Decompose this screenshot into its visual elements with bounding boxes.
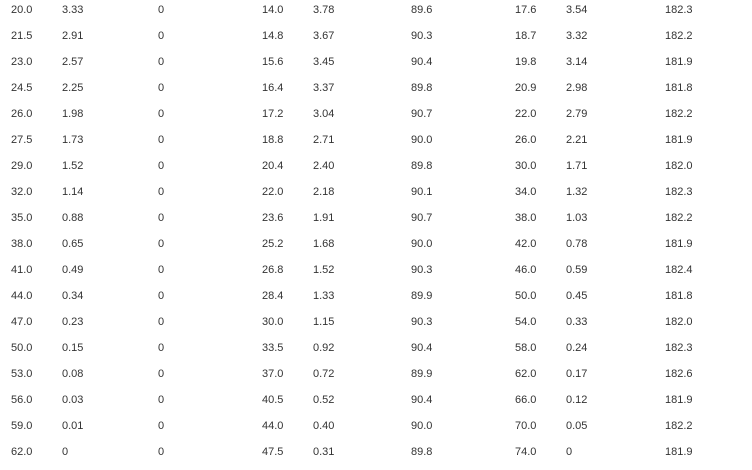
table-cell: 182.0	[665, 160, 693, 172]
table-cell: 0.31	[313, 446, 335, 458]
table-cell: 3.32	[566, 30, 588, 42]
table-cell: 181.8	[665, 290, 693, 302]
table-cell: 0.03	[62, 394, 84, 406]
table-cell: 1.71	[566, 160, 588, 172]
table-cell: 22.0	[515, 108, 537, 120]
table-cell: 23.0	[11, 56, 33, 68]
table-cell: 90.4	[411, 342, 433, 354]
table-cell: 1.68	[313, 238, 335, 250]
table-cell: 20.4	[262, 160, 284, 172]
table-cell: 40.5	[262, 394, 284, 406]
table-cell: 66.0	[515, 394, 537, 406]
table-cell: 1.73	[62, 134, 84, 146]
table-cell: 90.3	[411, 316, 433, 328]
table-cell: 182.2	[665, 212, 693, 224]
table-cell: 1.03	[566, 212, 588, 224]
table-cell: 0.23	[62, 316, 84, 328]
table-cell: 89.9	[411, 368, 433, 380]
table-cell: 26.8	[262, 264, 284, 276]
table-cell: 1.91	[313, 212, 335, 224]
table-cell: 182.4	[665, 264, 693, 276]
table-cell: 90.1	[411, 186, 433, 198]
table-cell: 0.45	[566, 290, 588, 302]
table-cell: 2.98	[566, 82, 588, 94]
table-row	[0, 418, 752, 444]
table-cell: 2.25	[62, 82, 84, 94]
table-cell: 182.2	[665, 108, 693, 120]
table-cell: 2.40	[313, 160, 335, 172]
table-cell: 33.5	[262, 342, 284, 354]
table-cell: 2.57	[62, 56, 84, 68]
table-cell: 0	[158, 30, 165, 42]
table-cell: 17.2	[262, 108, 284, 120]
table-cell: 182.2	[665, 30, 693, 42]
table-cell: 182.6	[665, 368, 693, 380]
table-cell: 47.0	[11, 316, 33, 328]
table-cell: 181.9	[665, 56, 693, 68]
table-cell: 0	[62, 446, 69, 458]
table-cell: 27.5	[11, 134, 33, 146]
table-cell: 182.3	[665, 186, 693, 198]
table-cell: 0.17	[566, 368, 588, 380]
table-cell: 26.0	[11, 108, 33, 120]
table-cell: 62.0	[515, 368, 537, 380]
table-row	[0, 158, 752, 184]
table-cell: 47.5	[262, 446, 284, 458]
table-cell: 30.0	[515, 160, 537, 172]
table-row	[0, 366, 752, 392]
table-cell: 90.0	[411, 134, 433, 146]
table-row	[0, 262, 752, 288]
table-cell: 70.0	[515, 420, 537, 432]
table-row	[0, 132, 752, 158]
table-cell: 53.0	[11, 368, 33, 380]
table-cell: 0	[158, 186, 165, 198]
table-cell: 3.37	[313, 82, 335, 94]
table-cell: 0.12	[566, 394, 588, 406]
table-row	[0, 28, 752, 54]
table-cell: 0	[158, 264, 165, 276]
table-cell: 89.8	[411, 446, 433, 458]
table-cell: 0.72	[313, 368, 335, 380]
table-cell: 0.78	[566, 238, 588, 250]
table-cell: 28.4	[262, 290, 284, 302]
table-cell: 181.9	[665, 446, 693, 458]
table-cell: 181.8	[665, 82, 693, 94]
table-cell: 1.98	[62, 108, 84, 120]
table-cell: 15.6	[262, 56, 284, 68]
table-cell: 58.0	[515, 342, 537, 354]
table-cell: 41.0	[11, 264, 33, 276]
table-cell: 26.0	[515, 134, 537, 146]
table-cell: 182.3	[665, 342, 693, 354]
table-cell: 181.9	[665, 238, 693, 250]
table-cell: 25.2	[262, 238, 284, 250]
table-cell: 54.0	[515, 316, 537, 328]
table-cell: 90.7	[411, 212, 433, 224]
table-cell: 0	[158, 342, 165, 354]
table-cell: 46.0	[515, 264, 537, 276]
table-cell: 3.33	[62, 4, 84, 16]
table-cell: 50.0	[515, 290, 537, 302]
table-cell: 0.33	[566, 316, 588, 328]
table-cell: 3.67	[313, 30, 335, 42]
table-cell: 2.79	[566, 108, 588, 120]
table-cell: 0	[158, 394, 165, 406]
table-cell: 0.59	[566, 264, 588, 276]
table-cell: 42.0	[515, 238, 537, 250]
table-row	[0, 444, 752, 470]
table-cell: 182.0	[665, 316, 693, 328]
table-row	[0, 106, 752, 132]
table-cell: 90.3	[411, 30, 433, 42]
table-cell: 0.65	[62, 238, 84, 250]
table-row	[0, 80, 752, 106]
table-cell: 32.0	[11, 186, 33, 198]
table-cell: 74.0	[515, 446, 537, 458]
table-row	[0, 392, 752, 418]
table-cell: 0.52	[313, 394, 335, 406]
table-row	[0, 54, 752, 80]
table-cell: 24.5	[11, 82, 33, 94]
table-cell: 14.8	[262, 30, 284, 42]
table-cell: 0	[158, 368, 165, 380]
table-cell: 22.0	[262, 186, 284, 198]
table-cell: 38.0	[11, 238, 33, 250]
table-cell: 0.05	[566, 420, 588, 432]
table-cell: 3.14	[566, 56, 588, 68]
table-cell: 182.3	[665, 4, 693, 16]
table-cell: 50.0	[11, 342, 33, 354]
table-cell: 90.7	[411, 108, 433, 120]
table-cell: 23.6	[262, 212, 284, 224]
table-cell: 59.0	[11, 420, 33, 432]
table-cell: 3.45	[313, 56, 335, 68]
table-cell: 90.3	[411, 264, 433, 276]
table-cell: 17.6	[515, 4, 537, 16]
table-row	[0, 288, 752, 314]
table-cell: 2.18	[313, 186, 335, 198]
table-cell: 0	[158, 290, 165, 302]
table-cell: 0	[158, 82, 165, 94]
table-cell: 0	[158, 420, 165, 432]
table-cell: 62.0	[11, 446, 33, 458]
table-cell: 1.15	[313, 316, 335, 328]
table-cell: 18.7	[515, 30, 537, 42]
table-cell: 0	[566, 446, 573, 458]
table-cell: 90.4	[411, 56, 433, 68]
table-cell: 0.24	[566, 342, 588, 354]
table-cell: 3.78	[313, 4, 335, 16]
table-cell: 37.0	[262, 368, 284, 380]
table-cell: 89.8	[411, 160, 433, 172]
table-cell: 0.08	[62, 368, 84, 380]
table-cell: 3.04	[313, 108, 335, 120]
table-row	[0, 210, 752, 236]
table-cell: 0	[158, 134, 165, 146]
table-cell: 90.4	[411, 394, 433, 406]
table-cell: 90.0	[411, 420, 433, 432]
table-cell: 90.0	[411, 238, 433, 250]
table-cell: 182.2	[665, 420, 693, 432]
table-cell: 0	[158, 4, 165, 16]
table-cell: 0	[158, 316, 165, 328]
table-cell: 0.92	[313, 342, 335, 354]
table-cell: 0	[158, 446, 165, 458]
table-cell: 16.4	[262, 82, 284, 94]
table-cell: 181.9	[665, 394, 693, 406]
table-cell: 0.01	[62, 420, 84, 432]
table-cell: 0	[158, 160, 165, 172]
table-cell: 3.54	[566, 4, 588, 16]
table-cell: 0.34	[62, 290, 84, 302]
table-cell: 1.33	[313, 290, 335, 302]
table-cell: 44.0	[11, 290, 33, 302]
table-row	[0, 2, 752, 28]
table-row	[0, 184, 752, 210]
table-cell: 2.71	[313, 134, 335, 146]
table-cell: 29.0	[11, 160, 33, 172]
table-cell: 38.0	[515, 212, 537, 224]
table-cell: 19.8	[515, 56, 537, 68]
table-cell: 21.5	[11, 30, 33, 42]
table-cell: 0.88	[62, 212, 84, 224]
table-cell: 0	[158, 238, 165, 250]
table-cell: 30.0	[262, 316, 284, 328]
table-cell: 34.0	[515, 186, 537, 198]
table-cell: 14.0	[262, 4, 284, 16]
table-cell: 0.40	[313, 420, 335, 432]
table-cell: 2.91	[62, 30, 84, 42]
table-cell: 0	[158, 108, 165, 120]
table-row	[0, 314, 752, 340]
table-cell: 20.0	[11, 4, 33, 16]
table-cell: 181.9	[665, 134, 693, 146]
table-cell: 0.15	[62, 342, 84, 354]
table-cell: 18.8	[262, 134, 284, 146]
table-cell: 1.52	[313, 264, 335, 276]
table-cell: 89.8	[411, 82, 433, 94]
table-cell: 0.49	[62, 264, 84, 276]
table-cell: 1.52	[62, 160, 84, 172]
table-cell: 0	[158, 212, 165, 224]
table-row	[0, 236, 752, 262]
table-cell: 56.0	[11, 394, 33, 406]
table-cell: 44.0	[262, 420, 284, 432]
table-cell: 2.21	[566, 134, 588, 146]
table-cell: 35.0	[11, 212, 33, 224]
table-row	[0, 340, 752, 366]
table-cell: 1.32	[566, 186, 588, 198]
table-cell: 0	[158, 56, 165, 68]
table-cell: 20.9	[515, 82, 537, 94]
table-cell: 1.14	[62, 186, 84, 198]
table-cell: 89.6	[411, 4, 433, 16]
table-cell: 89.9	[411, 290, 433, 302]
